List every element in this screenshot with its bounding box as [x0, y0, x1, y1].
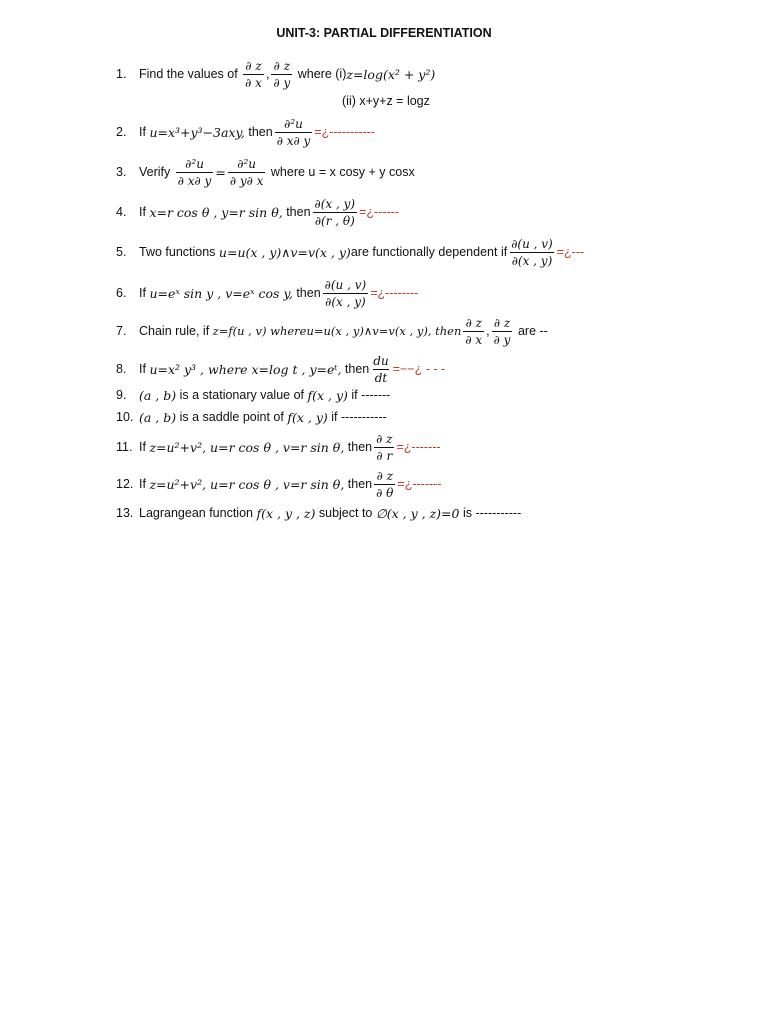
- question-number: 5.: [116, 245, 127, 259]
- question-text: If: [139, 286, 146, 300]
- question-text: Two functions: [139, 245, 216, 259]
- math-expression: ∅(x , y , z)=0: [375, 505, 460, 521]
- question-3: [116, 157, 415, 187]
- blank-answer: =¿------: [359, 205, 400, 219]
- blank-answer: if -------: [351, 388, 391, 402]
- question-text: Lagrangean function: [139, 506, 253, 520]
- partial-fraction: $\frac{\text{∂²u}}{\partial x\partial y}$: [276, 116, 311, 148]
- question-text: are --: [517, 324, 548, 338]
- partial-fraction: $\frac{\partial(u , v)}{\partial(x , y)}$: [324, 277, 367, 309]
- question-text: Chain rule, if: [139, 324, 210, 338]
- question-number: 7.: [116, 324, 127, 338]
- question-text: then: [296, 286, 321, 300]
- question-1: 1. Find the values of $\frac{\partial z}{\partial x}$ , $\frac{\partial z}{\partial y}$ where (i) z=log(x² + y²): [116, 58, 436, 90]
- blank-answer: =¿-------: [396, 440, 441, 454]
- question-text: subject to: [318, 506, 373, 520]
- math-expression: u=x³+y³−3axy,: [149, 124, 245, 140]
- math-expression: u=eˣ sin y , v=eˣ cos y,: [149, 285, 293, 301]
- question-number: 1.: [116, 67, 127, 81]
- question-text: is a saddle point of: [179, 410, 284, 424]
- question-6: [116, 278, 418, 308]
- question-number: 2.: [116, 125, 127, 139]
- partial-fraction: $\frac{\text{∂²u}}{\partial y\partial x}$: [229, 156, 264, 188]
- math-expression: f(x , y , z): [256, 505, 316, 521]
- equals-sign: =: [215, 164, 226, 180]
- question-text: If: [139, 205, 146, 219]
- question-text: where (i): [297, 67, 347, 81]
- question-text: If: [139, 125, 146, 139]
- question-number: 9.: [116, 388, 127, 402]
- question-4: [116, 197, 399, 227]
- blank-answer: =¿-------: [397, 477, 442, 491]
- math-expression: f(x , y): [287, 409, 328, 425]
- partial-fraction: $\frac{\text{∂²u}}{\partial x\partial y}$: [177, 156, 212, 188]
- question-7: 7. Chain rule, if z=f(u , v) whereu=u(x , y)∧v=v(x , y), then $\frac{\partial z}{\partial x}$ , $\frac{\partial z}{\partial y}$ are --: [116, 315, 548, 347]
- question-number: 3.: [116, 165, 127, 179]
- math-expression: u=u(x , y)∧v=v(x , y): [218, 244, 351, 260]
- question-text: If: [139, 440, 146, 454]
- math-expression: z=u²+v², u=r cos θ , v=r sin θ,: [149, 439, 345, 455]
- math-expression: f(x , y): [307, 387, 348, 403]
- partial-fraction: $\frac{\partial z}{\partial \theta}$: [376, 468, 394, 500]
- question-text: If: [139, 477, 146, 491]
- question-8: [116, 354, 445, 384]
- question-text: are functionally dependent if: [350, 245, 508, 259]
- math-expression: z=u²+v², u=r cos θ , v=r sin θ,: [149, 476, 345, 492]
- question-number: 11.: [116, 440, 133, 454]
- question-1-part-2: (ii) x+y+z = logz: [342, 94, 430, 108]
- partial-fraction: $\frac{\partial z}{\partial y}$: [273, 58, 291, 90]
- math-expression: z=log(x² + y²): [346, 66, 436, 82]
- partial-fraction: $\frac{\partial z}{\partial y}$: [493, 315, 511, 347]
- question-number: 6.: [116, 286, 127, 300]
- question-10: [116, 405, 387, 429]
- blank-answer: =¿--------: [370, 286, 419, 300]
- question-13: [116, 500, 521, 526]
- math-expression: z=f(u , v) whereu=u(x , y)∧v=v(x , y), then: [212, 324, 462, 338]
- question-number: 8.: [116, 362, 127, 376]
- question-number: 13.: [116, 506, 134, 520]
- math-expression: (a , b): [139, 387, 177, 403]
- blank-answer: is -----------: [462, 506, 522, 520]
- blank-answer: =−−¿ - - -: [392, 362, 446, 376]
- partial-fraction: $\frac{\partial(x , y)}{\partial(r , \theta)}$: [314, 196, 356, 228]
- partial-fraction: $\frac{\partial(u , v)}{\partial(x , y)}$: [511, 236, 553, 268]
- math-expression: x=r cos θ , y=r sin θ,: [149, 204, 283, 220]
- question-2: [116, 117, 375, 147]
- blank-answer: =¿-----------: [314, 125, 376, 139]
- question-text: where u = x cosy + y cosx: [270, 165, 415, 179]
- question-9: [116, 383, 390, 407]
- question-text: Verify: [139, 165, 171, 179]
- question-5: [116, 237, 584, 267]
- partial-fraction: $\frac{\partial z}{\partial x}$: [245, 58, 262, 90]
- question-11: [116, 432, 441, 462]
- question-12: [116, 469, 441, 499]
- question-text: is a stationary value of: [179, 388, 304, 402]
- question-text: then: [248, 125, 273, 139]
- question-number: 10.: [116, 410, 134, 424]
- blank-answer: =¿---: [556, 245, 585, 259]
- question-text: then: [286, 205, 311, 219]
- page-title: UNIT-3: PARTIAL DIFFERENTIATION: [276, 26, 492, 40]
- question-text: Find the values of: [139, 67, 238, 81]
- question-text: then: [344, 362, 370, 376]
- question-number: 4.: [116, 205, 127, 219]
- question-text: If: [139, 362, 146, 376]
- math-expression: (a , b): [139, 409, 177, 425]
- blank-answer: if -----------: [331, 410, 387, 424]
- question-text: then: [347, 440, 373, 454]
- derivative-fraction: $\frac{du}{dt}$: [373, 353, 389, 385]
- partial-fraction: $\frac{\partial z}{\partial r}$: [376, 431, 393, 463]
- math-expression: u=x² y³ , where x=log t , y=eᵗ,: [149, 361, 342, 377]
- question-text: then: [347, 477, 373, 491]
- question-number: 12.: [116, 477, 134, 491]
- partial-fraction: $\frac{\partial z}{\partial x}$: [465, 315, 483, 347]
